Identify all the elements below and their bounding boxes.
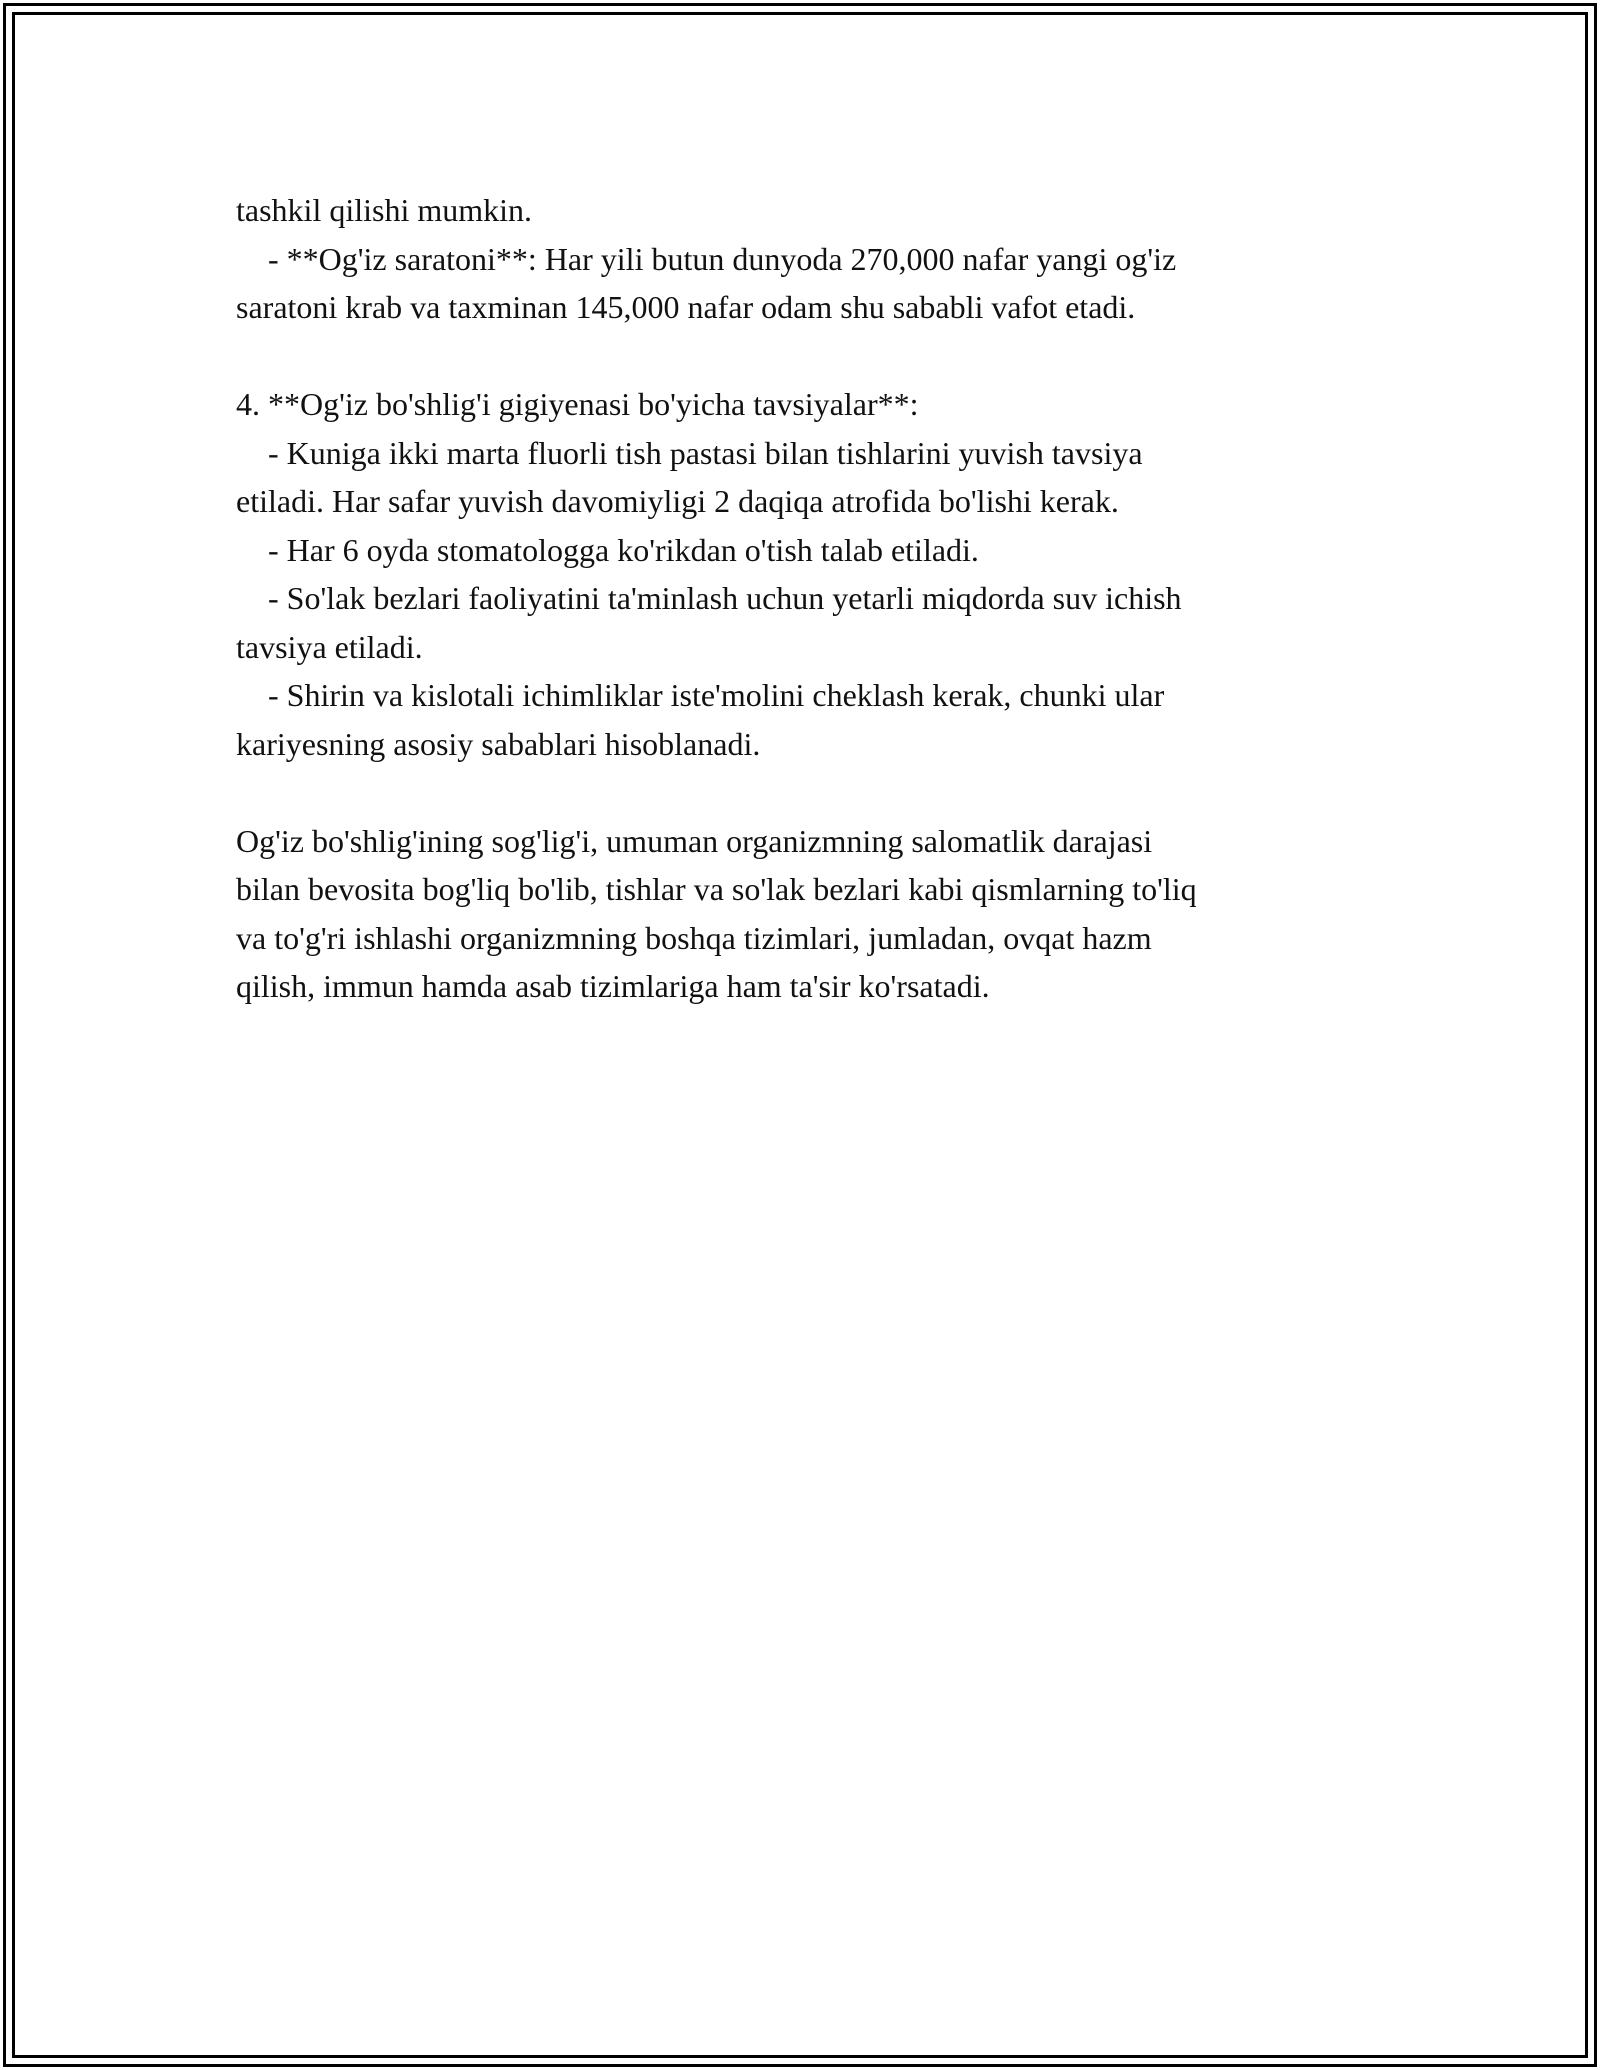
paragraph-line: Og'iz bo'shlig'ining sog'lig'i, umuman organizmning salomatlik darajasi <box>236 822 1153 859</box>
paragraph-line: va to'g'ri ishlashi organizmning boshqa tizimlari, jumladan, ovqat hazm <box>236 919 1152 956</box>
bullet-line: - So'lak bezlari faoliyatini ta'minlash uchun yetarli miqdorda suv ichish <box>236 580 1182 616</box>
paragraph-line: qilish, immun hamda asab tizimlariga ham ta'sir ko'rsatadi. <box>236 968 990 1004</box>
text-line: etiladi. Har safar yuvish davomiyligi 2 daqiqa atrofida bo'lishi kerak. <box>236 483 1119 519</box>
bullet-line: - **Og'iz saratoni**: Har yili butun dunyoda 270,000 nafar yangi og'iz <box>236 240 1177 277</box>
text-line: kariyesning asosiy sabablari hisoblanadi. <box>236 725 761 762</box>
text-line: tavsiya etiladi. <box>236 628 423 665</box>
paragraph-line: bilan bevosita bog'liq bo'lib, tishlar va so'lak bezlari kabi qismlarning to'liq <box>236 871 1197 907</box>
text-line: saratoni krab va taxminan 145,000 nafar odam shu sababli vafot etadi. <box>236 289 1136 325</box>
blank-line <box>236 768 1376 817</box>
bullet-line: - Kuniga ikki marta fluorli tish pastasi bilan tishlarini yuvish tavsiya <box>236 434 1143 471</box>
blank-line <box>236 332 1376 381</box>
section-heading: 4. **Og'iz bo'shlig'i gigiyenasi bo'yicha tavsiyalar**: <box>236 386 919 422</box>
document-body <box>236 186 1376 1011</box>
text-line: tashkil qilishi mumkin. <box>236 192 533 228</box>
bullet-line: - Shirin va kislotali ichimliklar iste'molini cheklash kerak, chunki ular <box>236 677 1165 713</box>
bullet-line: - Har 6 oyda stomatologga ko'rikdan o'tish talab etiladi. <box>236 531 979 568</box>
